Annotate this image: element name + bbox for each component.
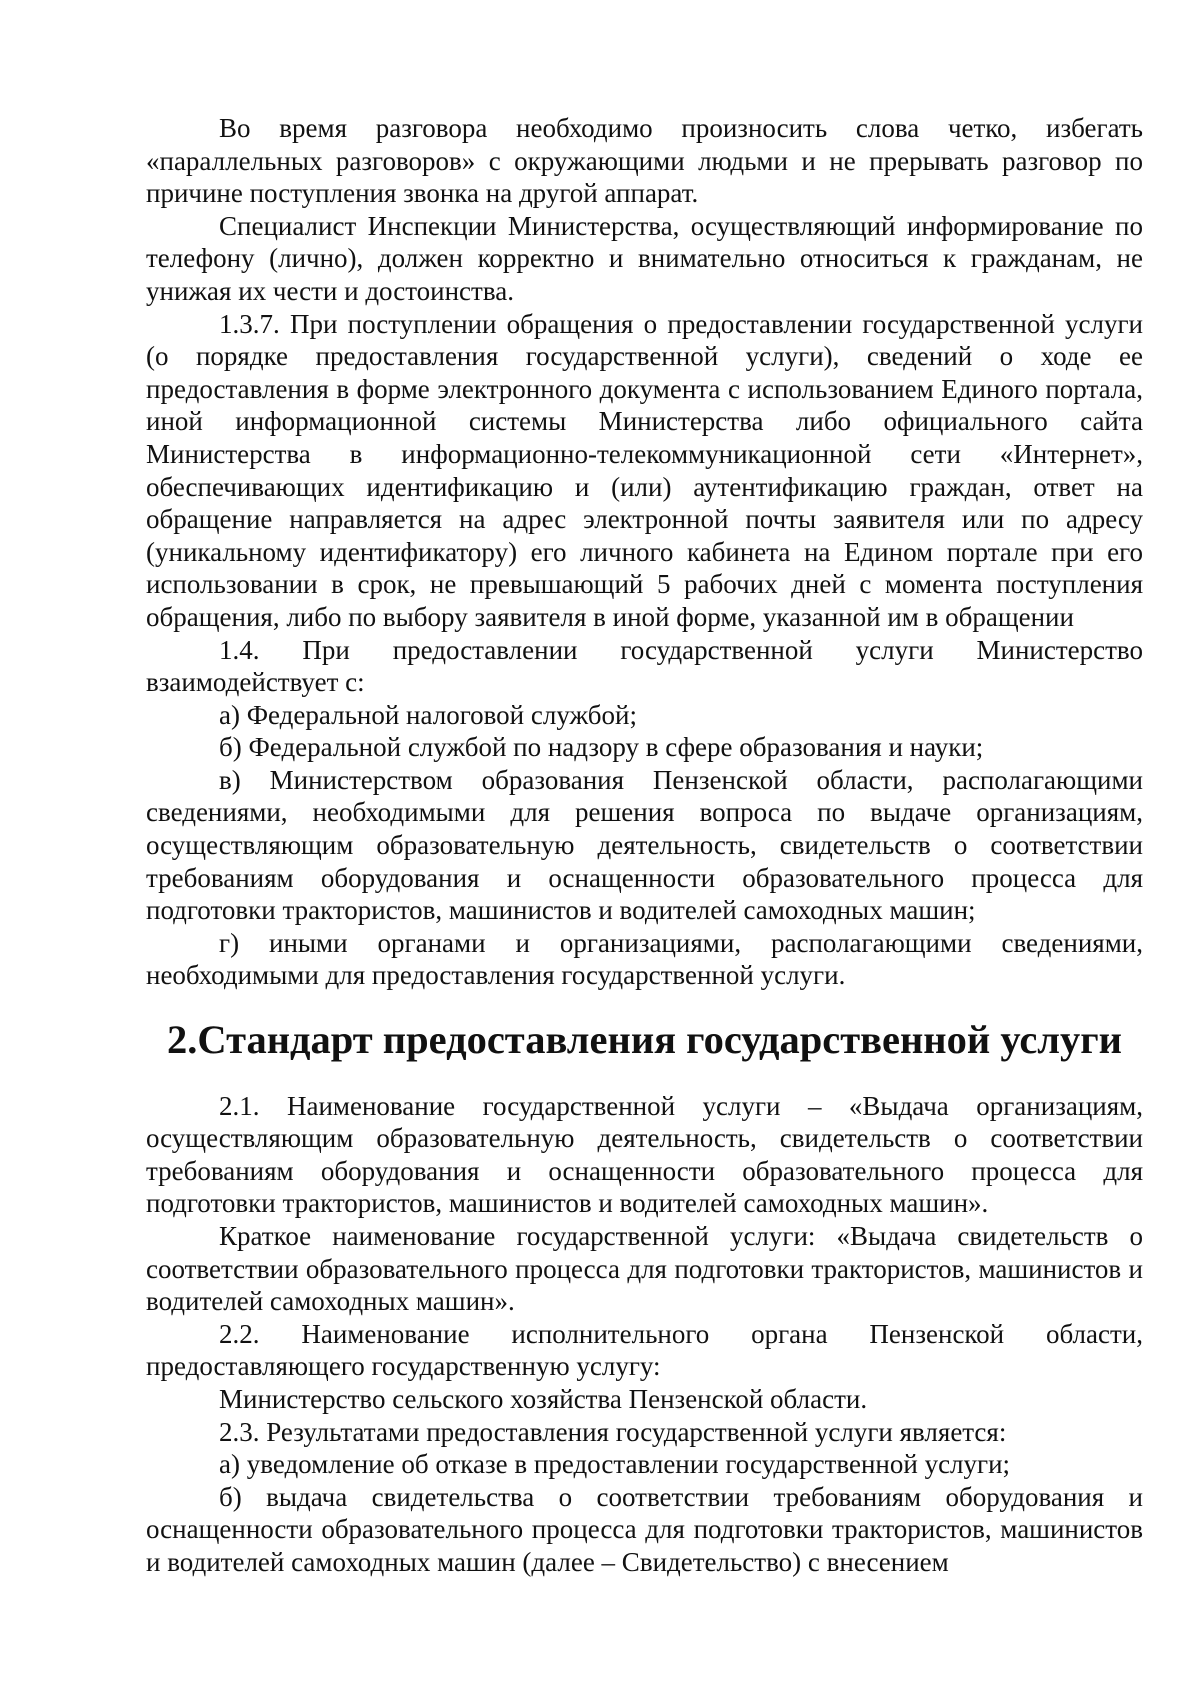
list-item-b-certificate: б) выдача свидетельства о соответствии требованиям оборудования и оснащенности образовательного процесса для подготовки трактористов, машинистов и водителей самоходных машин (далее – Свидетельство) с внесением	[146, 1481, 1143, 1577]
paragraph-conversation-rules: Во время разговора необходимо произносить слова четко, избегать «параллельных разговоров» с окружающими людьми и не прерывать разговор по причине поступления звонка на другой аппарат.	[146, 113, 1143, 209]
list-item-a-refusal: а) уведомление об отказе в предоставлении государственной услуги;	[219, 1449, 1011, 1480]
list-item-b-education-oversight: б) Федеральной службой по надзору в сфере образования и науки;	[219, 732, 984, 763]
paragraph-2-3: 2.3. Результатами предоставления государственной услуги является:	[219, 1416, 1007, 1447]
paragraph-short-name: Краткое наименование государственной услуги: «Выдача свидетельств о соответствии образовательного процесса для подготовки трактористов, машинистов и водителей самоходных машин».	[146, 1221, 1143, 1317]
paragraph-specialist-conduct: Специалист Инспекции Министерства, осуществляющий информирование по телефону (лично), должен корректно и внимательно относиться к гражданам, не унижая их чести и достоинства.	[146, 210, 1143, 306]
paragraph-ministry-name: Министерство сельского хозяйства Пензенской области.	[219, 1383, 868, 1414]
document-page	[146, 112, 1143, 1579]
paragraph-1-3-7: 1.3.7. При поступлении обращения о предоставлении государственной услуги (о порядке предоставления государственной услуги), сведений о ходе ее предоставления в форме электронного документа с использованием Единого портала, иной информационной системы Министерства либо официального сайта Министерства в информационно-телекоммуникационной сети «Интернет», обеспечивающих идентификацию и (или) аутентификацию граждан, ответ на обращение направляется на адрес электронной почты заявителя или по адресу (уникальному идентификатору) его личного кабинета на Едином портале при его использовании в срок, не превышающий 5 рабочих дней с момента поступления обращения, либо по выбору заявителя в иной форме, указанной им в обращении	[146, 308, 1143, 632]
list-item-g-other-bodies: г) иными органами и организациями, располагающими сведениями, необходимыми для предоставления государственной услуги.	[146, 927, 1143, 991]
list-item-v-ministry-education: в) Министерством образования Пензенской области, располагающими сведениями, необходимыми для решения вопроса по выдаче организациям, осуществляющим образовательную деятельность, свидетельств о соответствии требованиям оборудования и оснащенности образовательного процесса для подготовки трактористов, машинистов и водителей самоходных машин;	[146, 764, 1143, 926]
paragraph-2-1: 2.1. Наименование государственной услуги – «Выдача организациям, осуществляющим образовательную деятельность, свидетельств о соответствии требованиям оборудования и оснащенности образовательного процесса для подготовки трактористов, машинистов и водителей самоходных машин».	[146, 1090, 1143, 1219]
list-item-a-tax-service: а) Федеральной налоговой службой;	[219, 699, 637, 730]
paragraph-2-2: 2.2. Наименование исполнительного органа Пензенской области, предоставляющего государственную услугу:	[146, 1318, 1143, 1382]
paragraph-1-4: 1.4. При предоставлении государственной услуги Министерство взаимодействует с:	[146, 634, 1143, 698]
section-heading: 2.Стандарт предоставления государственной услуги	[166, 1017, 1122, 1063]
